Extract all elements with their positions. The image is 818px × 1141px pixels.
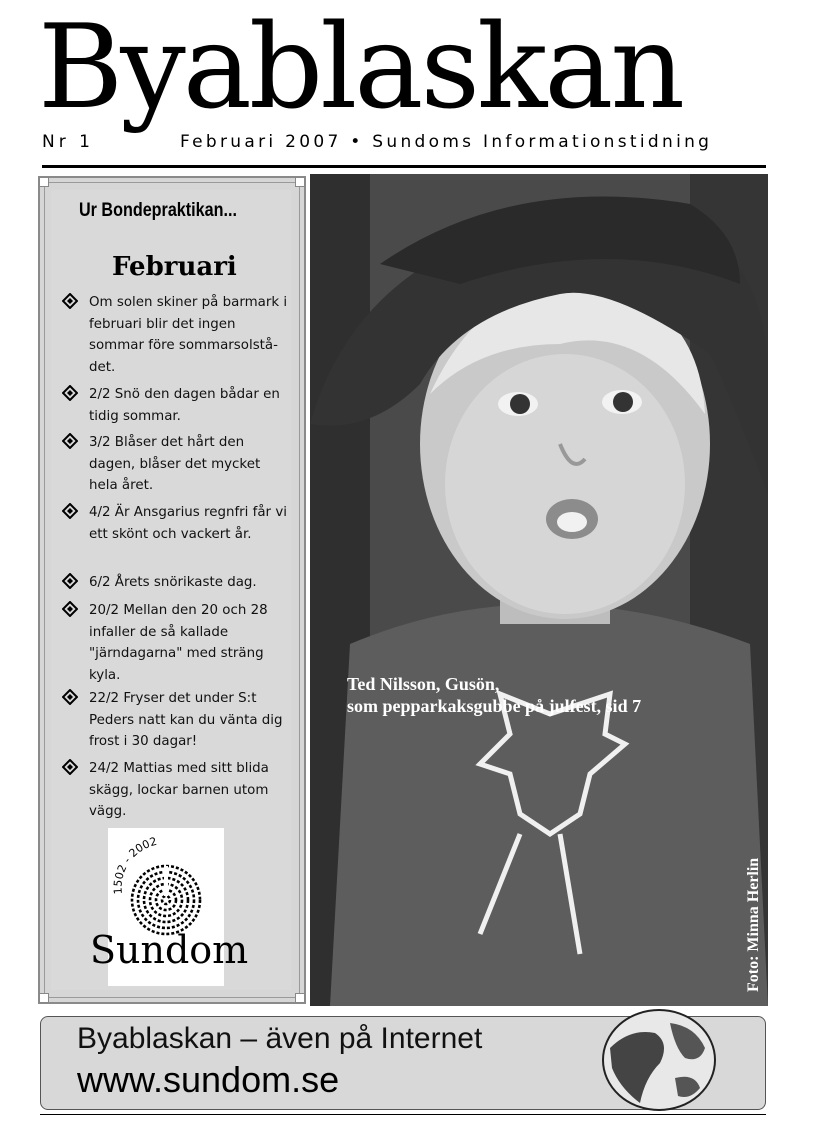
- photo-caption-line1: Ted Nilsson, Gusön,: [347, 674, 500, 694]
- list-item-text: Om solen skiner på barmark i februari blir det ingen sommar före sommarsolstå-det.: [89, 295, 288, 375]
- cover-photo: [310, 174, 768, 1006]
- photo-caption-line2: som pepparkaksgubbe på julfest, sid 7: [347, 696, 642, 716]
- diamond-bullet-icon: [62, 433, 78, 449]
- diamond-bullet-icon: [62, 293, 78, 309]
- website-link[interactable]: www.sundom.se: [77, 1059, 340, 1100]
- frame-corner: [39, 177, 49, 187]
- issue-number: Nr 1: [42, 132, 94, 152]
- logo-wordmark: Sundom: [90, 928, 249, 972]
- bottom-rule: [40, 1114, 766, 1115]
- photo-credit: Foto: Minna Herlin: [745, 857, 762, 992]
- list-item-text: 2/2 Snö den dagen bådar en tidig sommar.: [89, 387, 280, 424]
- list-item-text: 6/2 Årets snörikaste dag.: [89, 575, 257, 590]
- child-photo-image: [310, 174, 768, 1006]
- footer-tagline: Byablaskan – även på Internet: [77, 1022, 483, 1055]
- diamond-bullet-icon: [62, 385, 78, 401]
- list-item-text: 20/2 Mellan den 20 och 28 infaller de så kallade "järndagarna" med sträng kyla.: [89, 603, 268, 683]
- list-item-text: 3/2 Blåser det hårt den dagen, blåser det mycket hela året.: [89, 435, 261, 493]
- logo-years: 1502 - 2002: [111, 834, 159, 895]
- sidebar-month-title: Februari: [112, 252, 237, 282]
- diamond-bullet-icon: [62, 689, 78, 705]
- list-item-text: 4/2 Är Ansgarius regnfri får vi ett skönt och vackert år.: [89, 505, 287, 542]
- diamond-bullet-icon: [62, 503, 78, 519]
- diamond-bullet-icon: [62, 601, 78, 617]
- masthead-rule: [42, 165, 766, 168]
- issue-info: Februari 2007 • Sundoms Informationstidning: [180, 132, 713, 152]
- masthead: [38, 0, 768, 135]
- diamond-bullet-icon: [62, 573, 78, 589]
- newspaper-title: Byablaskan: [38, 0, 683, 135]
- sidebar-heading: Ur Bondepraktikan...: [79, 200, 237, 221]
- globe-icon: [600, 1008, 718, 1112]
- diamond-bullet-icon: [62, 759, 78, 775]
- list-item-text: 22/2 Fryser det under S:t Peders natt kan du vänta dig frost i 30 dagar!: [89, 691, 283, 749]
- labyrinth-icon: [108, 828, 224, 938]
- frame-corner: [295, 993, 305, 1003]
- list-item-text: 24/2 Mattias med sitt blida skägg, lockar barnen utom vägg.: [89, 761, 269, 819]
- photo-caption: [347, 673, 641, 717]
- frame-corner: [39, 993, 49, 1003]
- frame-corner: [295, 177, 305, 187]
